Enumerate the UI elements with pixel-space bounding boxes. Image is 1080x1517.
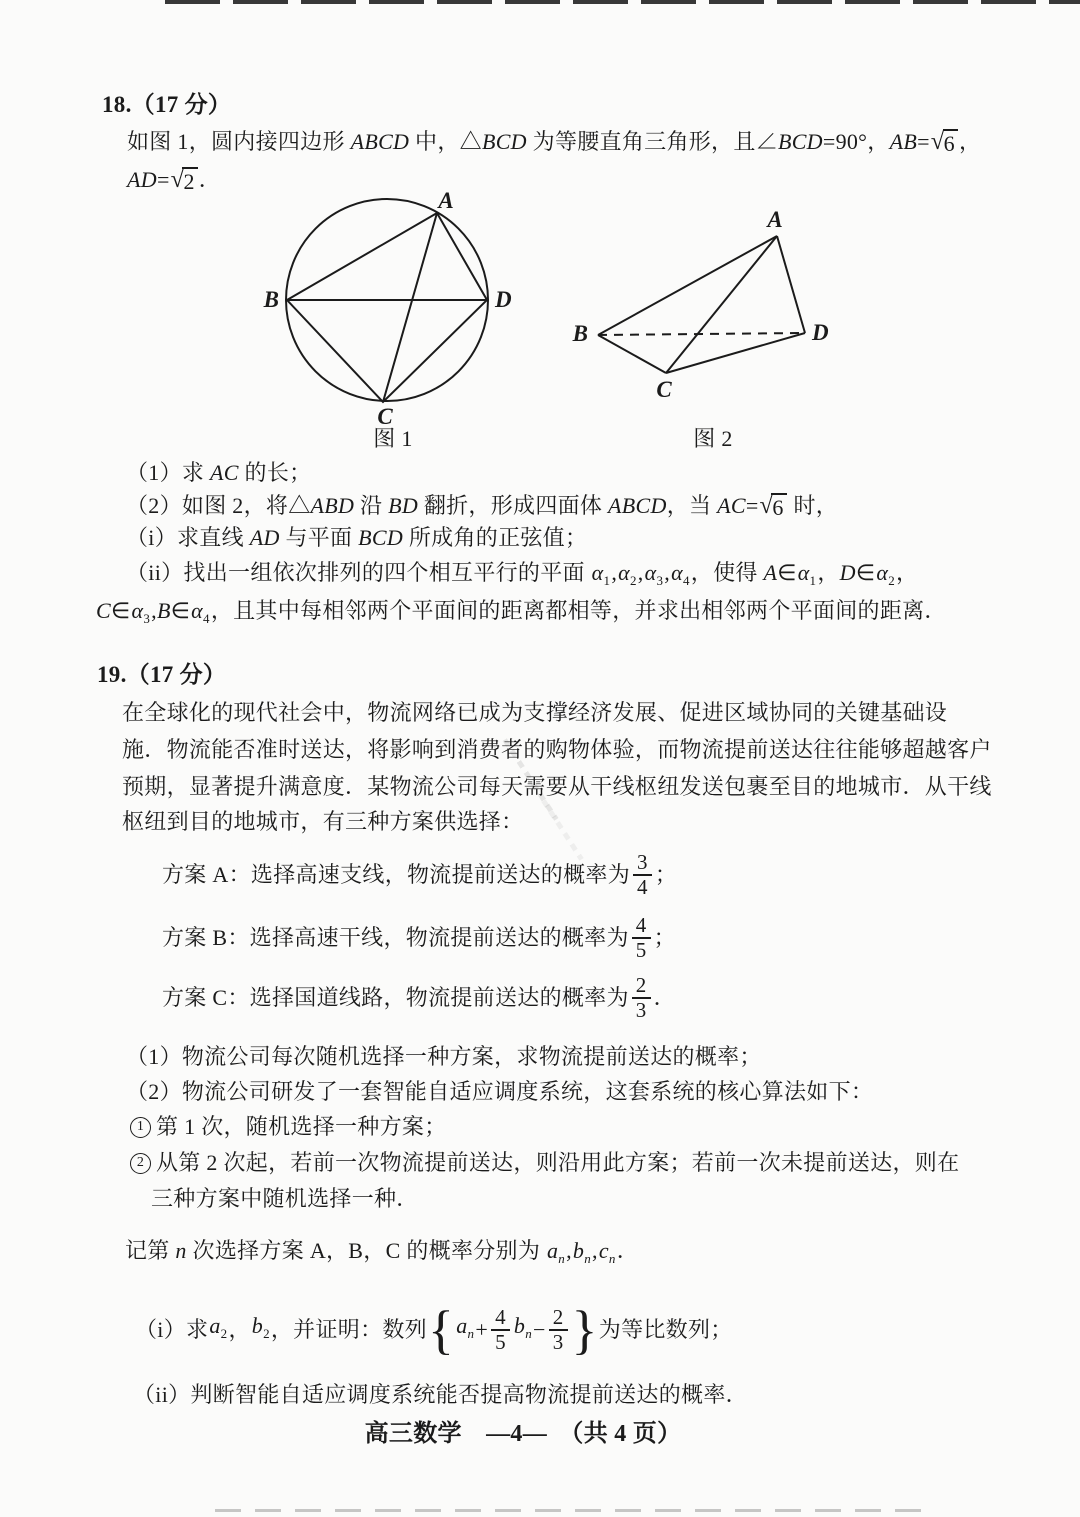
math-den: 3 xyxy=(632,997,651,1022)
page-footer: 高三数学 —4— （共 4 页） xyxy=(364,1421,682,1447)
scheme-c: 方案 C：选择国道线路，物流提前送达的概率为 $\frac{2}{3}$ ． xyxy=(162,973,676,1022)
vertex-label-a: A xyxy=(767,207,783,232)
problem-19-part-1: （1）物流公司每次随机选择一种方案，求物流提前送达的概率； xyxy=(126,1044,762,1069)
math-msub: 2 xyxy=(220,1326,228,1341)
math-mi: ABCD xyxy=(608,493,667,518)
math-num: 3 xyxy=(637,850,648,874)
math-subwrap xyxy=(456,1311,474,1349)
problem-18-part-2i: （i）求直线 AD 与平面 BCD 所成角的正弦值； xyxy=(126,525,588,550)
problem-19-paragraph-line-4: 枢纽到目的地城市，有三种方案供选择： xyxy=(122,809,524,834)
problem-19-paragraph-line-2: 施．物流能否准时送达，将影响到消费者的购物体验，而物流提前送达往往能够超越客户 xyxy=(122,737,992,762)
math-mi: ABD xyxy=(310,493,355,518)
math-den: 5 xyxy=(491,1329,510,1354)
math-subwrap xyxy=(644,560,664,588)
math-mi: AD xyxy=(249,525,280,550)
vertex-label-d: D xyxy=(812,320,829,345)
math-mi: a xyxy=(456,1313,468,1338)
math-mi: α xyxy=(876,560,889,585)
math-mi: C xyxy=(96,598,111,623)
math-sqrt xyxy=(171,167,198,193)
math-subwrap xyxy=(572,1238,592,1266)
edge-bd-hidden xyxy=(598,333,805,335)
math-subwrap xyxy=(546,1238,566,1266)
scheme-b: 方案 B：选择高速干线，物流提前送达的概率为 $\frac{4}{5}$ ； xyxy=(162,913,676,962)
math-subwrap xyxy=(209,1311,227,1349)
problem-18-part-1: （1）求 AC 的长； xyxy=(126,460,312,485)
scan-artifact-bottom xyxy=(215,1509,925,1512)
math-frac xyxy=(632,974,651,1022)
math-subwrap xyxy=(191,598,210,626)
math-subwrap xyxy=(598,1238,616,1266)
math-num: 2 xyxy=(635,973,647,997)
math-frac xyxy=(632,914,651,962)
figure-2-caption: 图 2 xyxy=(693,426,733,451)
scan-artifact-top xyxy=(165,0,1080,4)
math-mi: b xyxy=(572,1238,585,1263)
math-subwrap xyxy=(131,598,151,626)
math-mi: B xyxy=(156,598,171,623)
math-mi: AC xyxy=(717,493,746,518)
vertex-label-a: A xyxy=(438,188,454,213)
math-msub: n xyxy=(525,1326,532,1341)
problem-19-part-ii: （ii）判断智能自适应调度系统能否提高物流提前送达的概率． xyxy=(133,1382,748,1407)
math-mi: α xyxy=(591,560,604,585)
math-mi: AC xyxy=(210,460,239,485)
math-mi: α xyxy=(618,560,630,585)
math-msub: 2 xyxy=(629,573,637,588)
math-msub: 1 xyxy=(809,573,817,588)
vertex-label-c: C xyxy=(377,404,393,428)
math-msub: n xyxy=(608,1251,616,1266)
math-mi: AB xyxy=(889,129,918,154)
math-mi: AD xyxy=(127,167,157,192)
problem-19-step-2-line-1: 2 从第 2 次起，若前一次物流提前送达，则沿用此方案；若前一次未提前送达，则在 xyxy=(130,1148,959,1178)
edge-bc xyxy=(598,335,666,373)
math-mi: ABCD xyxy=(350,129,410,154)
diagonal-ac xyxy=(383,213,437,402)
math-sym: √ xyxy=(759,492,774,519)
problem-19-part-i: （i）求 $a_2$ ， $b_2$ ，并证明：数列 { $a_n$ + $\frac{4}{5}$ $b_n$ − $\frac{2}{3}$ } 为等比数列； xyxy=(135,1299,733,1360)
math-msub: 4 xyxy=(203,611,210,626)
math-msub: 2 xyxy=(263,1326,270,1341)
problem-19-note: 记第 n 次选择方案 A，B，C 的概率分别为 $a_n,b_n,c_n$． xyxy=(125,1238,640,1266)
problem-19-paragraph-line-1: 在全球化的现代社会中，物流网络已成为支撑经济发展、促进区域协同的关键基础设 xyxy=(122,700,948,725)
problem-19-step-2-line-2: 三种方案中随机选择一种． xyxy=(151,1186,419,1211)
math-mi: n xyxy=(175,1238,187,1263)
math-frac xyxy=(633,851,652,899)
problem-18-intro-line-2: AD= √ 2 ． xyxy=(127,166,222,194)
math-mi: α xyxy=(797,560,810,585)
vertex-label-b: B xyxy=(572,321,588,346)
figure-1-caption: 图 1 xyxy=(373,426,413,451)
vertex-label-d: D xyxy=(495,287,512,312)
math-sqrt xyxy=(760,493,787,519)
edge-ad xyxy=(777,236,805,333)
math-mi: BCD xyxy=(358,525,404,550)
edge-ab xyxy=(598,236,777,335)
math-msub: n xyxy=(558,1251,566,1266)
math-subwrap xyxy=(876,560,896,588)
math-subwrap xyxy=(618,560,637,588)
math-mi: BCD xyxy=(777,129,823,154)
math-subwrap xyxy=(671,560,690,588)
problem-18-part-2ii-line-2: $C\in\alpha_3,B\in\alpha_4$，且其中每相邻两个平面间的距离都相等，并求出相邻两个平面间的距离． xyxy=(96,598,947,626)
math-den: 4 xyxy=(633,874,652,899)
math-mi: α xyxy=(671,560,683,585)
math-mi: c xyxy=(598,1238,609,1263)
figure-1-cyclic-quadrilateral xyxy=(245,186,525,428)
math-rcd: 6 xyxy=(771,493,786,519)
math-mi: α xyxy=(644,560,657,585)
math-mi: BD xyxy=(388,493,419,518)
figure-2-tetrahedron xyxy=(568,205,860,405)
scheme-a: 方案 A：选择高速支线，物流提前送达的概率为 $\frac{3}{4}$ ； xyxy=(162,850,678,899)
math-circ: 2 xyxy=(130,1153,151,1174)
math-num: 4 xyxy=(495,1305,506,1329)
math-den: 3 xyxy=(549,1329,568,1354)
math-mi: D xyxy=(839,560,856,585)
math-den: 5 xyxy=(632,937,651,962)
math-frac xyxy=(491,1306,510,1354)
math-mi: b xyxy=(251,1313,264,1338)
math-mi: b xyxy=(513,1313,526,1338)
math-sqrt xyxy=(931,129,958,155)
math-rcd: 6 xyxy=(943,129,958,155)
math-msub: n xyxy=(584,1251,592,1266)
math-msub: 1 xyxy=(603,573,611,588)
math-subwrap xyxy=(252,1311,270,1349)
problem-19-part-2: （2）物流公司研发了一套智能自适应调度系统，这套系统的核心算法如下： xyxy=(126,1079,874,1104)
math-msub: 3 xyxy=(143,611,151,626)
math-frac xyxy=(549,1306,568,1354)
vertex-label-b: B xyxy=(263,287,279,312)
problem-19-step-1: 1 第 1 次，随机选择一种方案； xyxy=(130,1112,447,1142)
edge-ac xyxy=(666,236,777,373)
math-bigb: } xyxy=(571,1299,598,1360)
problem-18-heading: 18.（17 分） xyxy=(102,92,232,117)
math-msub: 2 xyxy=(888,573,896,588)
problem-18-intro-line-1: 如图 1，圆内接四边形 ABCD 中，△BCD 为等腰直角三角形，且∠BCD=90°，AB= √ 6 ， xyxy=(127,128,982,156)
problem-19-paragraph-line-3: 预期，显著提升满意度．某物流公司每天需要从干线枢纽发送包裹至目的地城市．从干线 xyxy=(122,774,992,799)
math-sym: √ xyxy=(930,128,945,155)
math-msub: 4 xyxy=(682,573,690,588)
math-bigb: { xyxy=(427,1299,455,1360)
math-sym: √ xyxy=(170,166,185,193)
math-rcd: 2 xyxy=(182,167,197,193)
problem-18-part-2ii-line-1: （ii）找出一组依次排列的四个相互平行的平面 $\alpha_1,\alpha_2,\alpha_3,\alpha_4$，使得 $A\in\alpha_1$，$D\in\alpha_2$， xyxy=(126,560,919,588)
math-mi: α xyxy=(131,598,144,623)
edge-cd xyxy=(666,333,805,373)
math-num: 2 xyxy=(552,1305,564,1329)
problem-19-heading: 19.（17 分） xyxy=(97,662,227,687)
math-msub: 3 xyxy=(656,573,664,588)
math-subwrap xyxy=(797,560,817,588)
vertex-label-c: C xyxy=(656,377,672,402)
math-mi: BCD xyxy=(481,129,527,154)
math-subwrap xyxy=(591,560,611,588)
math-mi: A xyxy=(763,560,778,585)
math-msub: n xyxy=(467,1326,475,1341)
math-circ: 1 xyxy=(130,1117,151,1138)
math-subwrap xyxy=(514,1311,532,1349)
problem-18-part-2: （2）如图 2，将△ABD 沿 BD 翻折，形成四面体 ABCD，当 AC= √ 6 时， xyxy=(126,492,839,520)
math-num: 4 xyxy=(635,913,647,937)
math-mi: α xyxy=(191,598,204,623)
math-mi: a xyxy=(209,1313,221,1338)
math-mi: a xyxy=(546,1238,559,1263)
